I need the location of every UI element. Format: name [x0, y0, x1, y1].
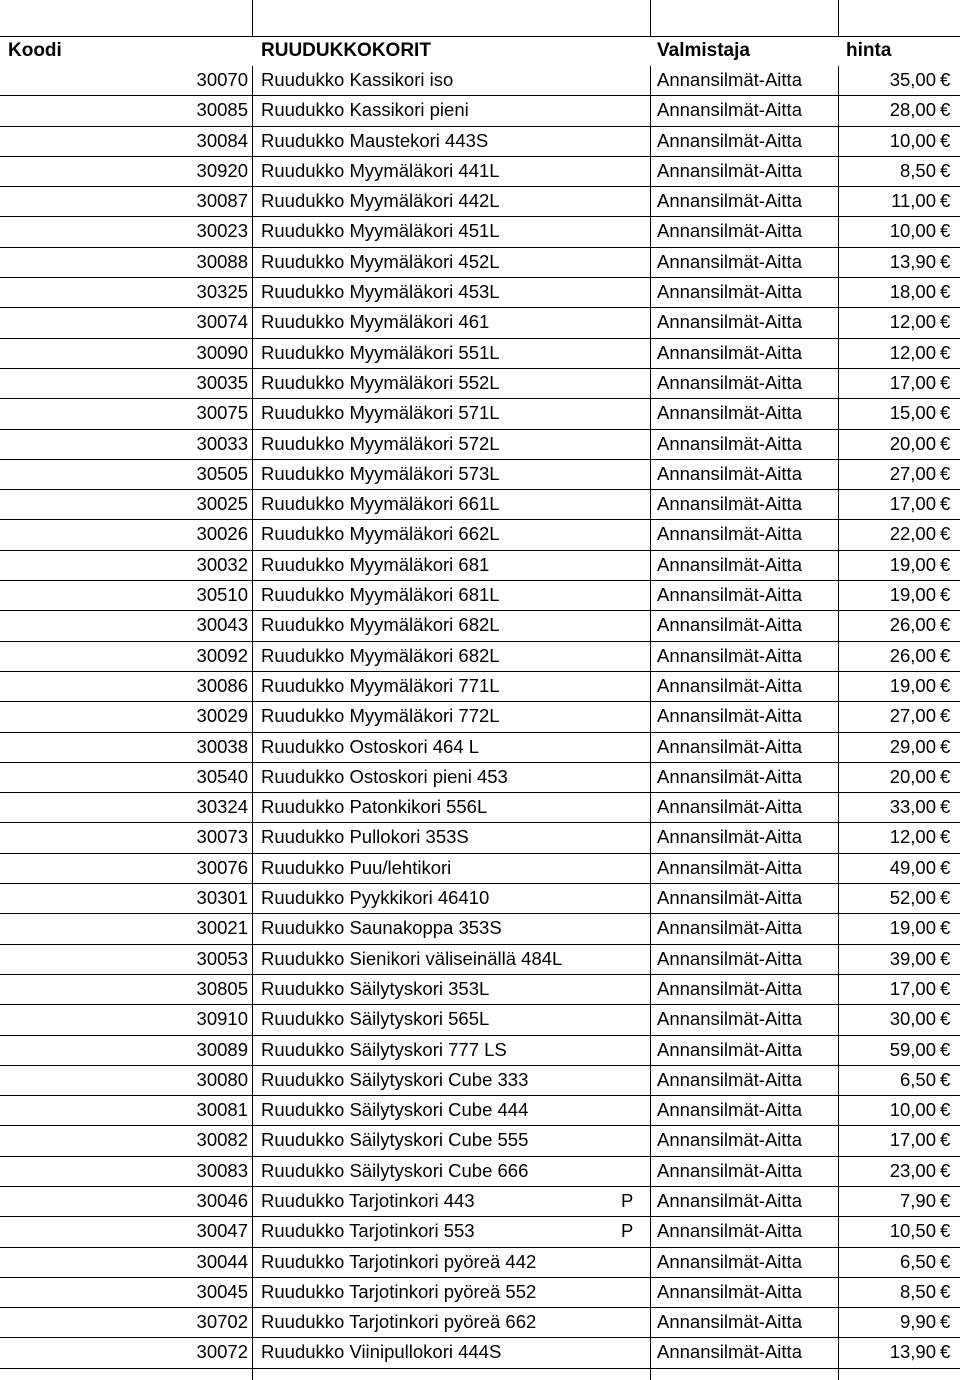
product-manufacturer: Annansilmät-Aitta	[657, 220, 802, 242]
product-price: 20,00	[889, 765, 936, 787]
product-manufacturer: Annansilmät-Aitta	[657, 796, 802, 818]
product-name: Ruudukko Myymäläkori 461	[261, 311, 490, 333]
product-manufacturer: Annansilmät-Aitta	[657, 1129, 802, 1151]
product-name: Ruudukko Myymäläkori 681L	[261, 584, 500, 606]
product-manufacturer: Annansilmät-Aitta	[657, 1220, 802, 1242]
table-row	[0, 793, 960, 823]
product-flag: P	[621, 1220, 634, 1242]
product-price: 19,00	[889, 553, 936, 575]
currency-symbol: €	[940, 1038, 951, 1060]
product-code: 30038	[196, 735, 248, 757]
product-price: 52,00	[889, 887, 936, 909]
product-name: Ruudukko Myymäläkori 571L	[261, 402, 500, 424]
currency-symbol: €	[940, 1008, 951, 1030]
product-price: 35,00	[889, 69, 936, 90]
product-manufacturer: Annansilmät-Aitta	[657, 1341, 802, 1363]
product-manufacturer: Annansilmät-Aitta	[657, 887, 802, 909]
product-name: Ruudukko Pullokori 353S	[261, 826, 469, 848]
product-flag: P	[621, 1189, 634, 1211]
product-name: Ruudukko Myymäläkori 681	[261, 553, 490, 575]
currency-symbol: €	[940, 614, 951, 636]
currency-symbol: €	[940, 462, 951, 484]
product-code: 30085	[196, 99, 248, 121]
product-manufacturer: Annansilmät-Aitta	[657, 311, 802, 333]
product-code: 30092	[196, 644, 248, 666]
currency-symbol: €	[940, 1280, 951, 1302]
product-code: 30805	[196, 977, 248, 999]
table-row	[0, 611, 960, 641]
product-price: 59,00	[889, 1038, 936, 1060]
header-code: Koodi	[8, 40, 62, 61]
table-body	[0, 66, 960, 1369]
table-row	[0, 1036, 960, 1066]
product-name: Ruudukko Säilytyskori 777 LS	[261, 1038, 507, 1060]
table-row	[0, 702, 960, 732]
table-header	[0, 36, 960, 67]
product-name: Ruudukko Kassikori iso	[261, 69, 454, 90]
product-code: 30080	[196, 1068, 248, 1090]
currency-symbol: €	[940, 1099, 951, 1121]
product-manufacturer: Annansilmät-Aitta	[657, 190, 802, 212]
product-price: 19,00	[889, 584, 936, 606]
table-row	[0, 823, 960, 853]
table-row	[0, 884, 960, 914]
product-name: Ruudukko Säilytyskori Cube 666	[261, 1159, 529, 1181]
product-code: 30082	[196, 1129, 248, 1151]
table-row	[0, 914, 960, 944]
currency-symbol: €	[940, 220, 951, 242]
table-row	[0, 763, 960, 793]
product-price: 12,00	[889, 311, 936, 333]
product-code: 30073	[196, 826, 248, 848]
product-code: 30021	[196, 917, 248, 939]
product-manufacturer: Annansilmät-Aitta	[657, 69, 802, 90]
product-name: Ruudukko Tarjotinkori pyöreä 552	[261, 1280, 537, 1302]
product-price: 17,00	[889, 977, 936, 999]
product-name: Ruudukko Myymäläkori 771L	[261, 674, 500, 696]
table-row	[0, 187, 960, 217]
product-code: 30046	[196, 1189, 248, 1211]
table-row	[0, 1066, 960, 1096]
currency-symbol: €	[940, 584, 951, 606]
product-manufacturer: Annansilmät-Aitta	[657, 159, 802, 181]
product-price: 12,00	[889, 826, 936, 848]
currency-symbol: €	[940, 432, 951, 454]
table-row	[0, 430, 960, 460]
product-manufacturer: Annansilmät-Aitta	[657, 553, 802, 575]
product-name: Ruudukko Myymäläkori 682L	[261, 644, 500, 666]
product-code: 30053	[196, 947, 248, 969]
table-row	[0, 1217, 960, 1247]
table-row	[0, 733, 960, 763]
top-column-divider	[838, 0, 839, 36]
product-code: 30083	[196, 1159, 248, 1181]
header-price: hinta	[846, 40, 892, 61]
product-code: 30074	[196, 311, 248, 333]
product-manufacturer: Annansilmät-Aitta	[657, 402, 802, 424]
product-name: Ruudukko Säilytyskori Cube 333	[261, 1068, 529, 1090]
currency-symbol: €	[940, 69, 951, 90]
currency-symbol: €	[940, 674, 951, 696]
product-name: Ruudukko Myymäläkori 453L	[261, 281, 500, 303]
table-row	[0, 490, 960, 520]
table-row	[0, 854, 960, 884]
product-price: 23,00	[889, 1159, 936, 1181]
product-manufacturer: Annansilmät-Aitta	[657, 1311, 802, 1333]
product-price: 9,90	[899, 1311, 936, 1333]
product-name: Ruudukko Myymäläkori 573L	[261, 462, 500, 484]
product-manufacturer: Annansilmät-Aitta	[657, 523, 802, 545]
table-row	[0, 1096, 960, 1126]
table-row	[0, 278, 960, 308]
table-row	[0, 975, 960, 1005]
currency-symbol: €	[940, 1159, 951, 1181]
table-row	[0, 1278, 960, 1308]
product-code: 30089	[196, 1038, 248, 1060]
currency-symbol: €	[940, 796, 951, 818]
product-name: Ruudukko Viinipullokori 444S	[261, 1341, 502, 1363]
currency-symbol: €	[940, 947, 951, 969]
currency-symbol: €	[940, 311, 951, 333]
currency-symbol: €	[940, 856, 951, 878]
product-price: 17,00	[889, 493, 936, 515]
product-manufacturer: Annansilmät-Aitta	[657, 1038, 802, 1060]
product-name: Ruudukko Tarjotinkori pyöreä 662	[261, 1311, 537, 1333]
table-row	[0, 460, 960, 490]
product-price: 19,00	[889, 917, 936, 939]
table-row	[0, 399, 960, 429]
product-price: 22,00	[889, 523, 936, 545]
product-manufacturer: Annansilmät-Aitta	[657, 644, 802, 666]
product-manufacturer: Annansilmät-Aitta	[657, 281, 802, 303]
product-code: 30047	[196, 1220, 248, 1242]
product-code: 30702	[196, 1311, 248, 1333]
product-manufacturer: Annansilmät-Aitta	[657, 674, 802, 696]
product-name: Ruudukko Myymäläkori 551L	[261, 341, 500, 363]
product-code: 30505	[196, 462, 248, 484]
product-manufacturer: Annansilmät-Aitta	[657, 1008, 802, 1030]
top-column-divider	[650, 0, 651, 36]
product-price: 28,00	[889, 99, 936, 121]
table-row	[0, 96, 960, 126]
product-price: 29,00	[889, 735, 936, 757]
currency-symbol: €	[940, 1311, 951, 1333]
table-row	[0, 642, 960, 672]
product-manufacturer: Annansilmät-Aitta	[657, 1099, 802, 1121]
product-manufacturer: Annansilmät-Aitta	[657, 432, 802, 454]
product-price: 33,00	[889, 796, 936, 818]
currency-symbol: €	[940, 1341, 951, 1363]
currency-symbol: €	[940, 765, 951, 787]
table-row	[0, 520, 960, 550]
product-manufacturer: Annansilmät-Aitta	[657, 917, 802, 939]
product-name: Ruudukko Pyykkikori 46410	[261, 887, 490, 909]
currency-symbol: €	[940, 99, 951, 121]
product-name: Ruudukko Myymäläkori 772L	[261, 705, 500, 727]
product-price: 20,00	[889, 432, 936, 454]
product-manufacturer: Annansilmät-Aitta	[657, 856, 802, 878]
product-price: 11,00	[891, 190, 936, 212]
product-name: Ruudukko Myymäläkori 572L	[261, 432, 500, 454]
product-name: Ruudukko Tarjotinkori 553	[261, 1220, 475, 1242]
product-manufacturer: Annansilmät-Aitta	[657, 584, 802, 606]
product-code: 30033	[196, 432, 248, 454]
product-manufacturer: Annansilmät-Aitta	[657, 977, 802, 999]
product-price: 8,50	[899, 1280, 936, 1302]
currency-symbol: €	[940, 1189, 951, 1211]
product-price: 13,90	[889, 1341, 936, 1363]
table-row	[0, 66, 960, 96]
table-row	[0, 551, 960, 581]
product-price: 19,00	[889, 674, 936, 696]
product-code: 30510	[196, 584, 248, 606]
currency-symbol: €	[940, 705, 951, 727]
product-manufacturer: Annansilmät-Aitta	[657, 1068, 802, 1090]
product-manufacturer: Annansilmät-Aitta	[657, 1189, 802, 1211]
product-manufacturer: Annansilmät-Aitta	[657, 614, 802, 636]
product-name: Ruudukko Sienikori väliseinällä 484L	[261, 947, 563, 969]
table-row	[0, 217, 960, 247]
product-price: 18,00	[889, 281, 936, 303]
product-code: 30076	[196, 856, 248, 878]
product-name: Ruudukko Tarjotinkori pyöreä 442	[261, 1250, 537, 1272]
currency-symbol: €	[940, 1220, 951, 1242]
product-code: 30044	[196, 1250, 248, 1272]
currency-symbol: €	[940, 190, 951, 212]
header-name: RUUDUKKOKORIT	[261, 40, 431, 61]
currency-symbol: €	[940, 493, 951, 515]
table-row	[0, 672, 960, 702]
product-code: 30023	[196, 220, 248, 242]
product-code: 30090	[196, 341, 248, 363]
table-row	[0, 1248, 960, 1278]
product-manufacturer: Annansilmät-Aitta	[657, 1159, 802, 1181]
currency-symbol: €	[940, 977, 951, 999]
currency-symbol: €	[940, 402, 951, 424]
product-price: 30,00	[889, 1008, 936, 1030]
header-manufacturer: Valmistaja	[657, 40, 750, 61]
product-name: Ruudukko Myymäläkori 452L	[261, 250, 500, 272]
product-price: 8,50	[899, 159, 936, 181]
product-name: Ruudukko Myymäläkori 552L	[261, 371, 500, 393]
product-name: Ruudukko Myymäläkori 662L	[261, 523, 500, 545]
product-manufacturer: Annansilmät-Aitta	[657, 250, 802, 272]
product-manufacturer: Annansilmät-Aitta	[657, 493, 802, 515]
product-code: 30032	[196, 553, 248, 575]
product-name: Ruudukko Myymäläkori 661L	[261, 493, 500, 515]
product-name: Ruudukko Säilytyskori 565L	[261, 1008, 490, 1030]
product-code: 30025	[196, 493, 248, 515]
product-price: 12,00	[889, 341, 936, 363]
product-price: 26,00	[889, 644, 936, 666]
product-code: 30029	[196, 705, 248, 727]
product-manufacturer: Annansilmät-Aitta	[657, 371, 802, 393]
currency-symbol: €	[940, 371, 951, 393]
table-row	[0, 1308, 960, 1338]
product-price: 10,00	[889, 1099, 936, 1121]
product-price: 39,00	[889, 947, 936, 969]
product-price: 7,90	[899, 1189, 936, 1211]
currency-symbol: €	[940, 159, 951, 181]
product-price: 10,00	[889, 220, 936, 242]
product-code: 30540	[196, 765, 248, 787]
product-manufacturer: Annansilmät-Aitta	[657, 462, 802, 484]
currency-symbol: €	[940, 523, 951, 545]
table-row	[0, 157, 960, 187]
currency-symbol: €	[940, 553, 951, 575]
product-price: 17,00	[889, 1129, 936, 1151]
table-row	[0, 581, 960, 611]
product-name: Ruudukko Patonkikori 556L	[261, 796, 488, 818]
product-price: 17,00	[889, 371, 936, 393]
currency-symbol: €	[940, 826, 951, 848]
table-row	[0, 1187, 960, 1217]
currency-symbol: €	[940, 644, 951, 666]
product-name: Ruudukko Maustekori 443S	[261, 129, 489, 151]
product-code: 30043	[196, 614, 248, 636]
product-manufacturer: Annansilmät-Aitta	[657, 947, 802, 969]
product-price: 49,00	[889, 856, 936, 878]
table-row	[0, 1338, 960, 1368]
product-manufacturer: Annansilmät-Aitta	[657, 1280, 802, 1302]
product-manufacturer: Annansilmät-Aitta	[657, 99, 802, 121]
product-price: 10,00	[889, 129, 936, 151]
product-code: 30910	[196, 1008, 248, 1030]
product-manufacturer: Annansilmät-Aitta	[657, 735, 802, 757]
table-row	[0, 248, 960, 278]
currency-symbol: €	[940, 250, 951, 272]
product-name: Ruudukko Kassikori pieni	[261, 99, 469, 121]
product-code: 30045	[196, 1280, 248, 1302]
product-code: 30035	[196, 371, 248, 393]
product-code: 30324	[196, 796, 248, 818]
table-row	[0, 308, 960, 338]
table-row	[0, 127, 960, 157]
product-code: 30081	[196, 1099, 248, 1121]
product-name: Ruudukko Myymäläkori 682L	[261, 614, 500, 636]
top-column-divider	[252, 0, 253, 36]
currency-symbol: €	[940, 917, 951, 939]
product-name: Ruudukko Saunakoppa 353S	[261, 917, 502, 939]
product-name: Ruudukko Ostoskori 464 L	[261, 735, 480, 757]
product-price: 27,00	[889, 705, 936, 727]
product-price: 26,00	[889, 614, 936, 636]
product-manufacturer: Annansilmät-Aitta	[657, 341, 802, 363]
product-name: Ruudukko Ostoskori pieni 453	[261, 765, 508, 787]
table-row	[0, 339, 960, 369]
product-code: 30325	[196, 281, 248, 303]
product-price: 27,00	[889, 462, 936, 484]
product-code: 30026	[196, 523, 248, 545]
product-manufacturer: Annansilmät-Aitta	[657, 705, 802, 727]
table-row	[0, 1126, 960, 1156]
product-code: 30084	[196, 129, 248, 151]
product-code: 30920	[196, 159, 248, 181]
product-code: 30075	[196, 402, 248, 424]
product-name: Ruudukko Myymäläkori 442L	[261, 190, 500, 212]
currency-symbol: €	[940, 129, 951, 151]
product-name: Ruudukko Puu/lehtikori	[261, 856, 452, 878]
product-manufacturer: Annansilmät-Aitta	[657, 1250, 802, 1272]
currency-symbol: €	[940, 887, 951, 909]
product-price: 10,50	[889, 1220, 936, 1242]
product-code: 30087	[196, 190, 248, 212]
table-row	[0, 1005, 960, 1035]
product-code: 30070	[196, 69, 248, 90]
product-name: Ruudukko Myymäläkori 441L	[261, 159, 500, 181]
currency-symbol: €	[940, 1129, 951, 1151]
product-price: 6,50	[899, 1068, 936, 1090]
product-name: Ruudukko Säilytyskori Cube 444	[261, 1099, 529, 1121]
product-manufacturer: Annansilmät-Aitta	[657, 826, 802, 848]
product-manufacturer: Annansilmät-Aitta	[657, 765, 802, 787]
product-code: 30086	[196, 674, 248, 696]
product-price: 15,00	[889, 402, 936, 424]
product-manufacturer: Annansilmät-Aitta	[657, 129, 802, 151]
product-name: Ruudukko Säilytyskori 353L	[261, 977, 490, 999]
table-row	[0, 369, 960, 399]
product-price: 13,90	[889, 250, 936, 272]
table-row	[0, 1157, 960, 1187]
product-code: 30088	[196, 250, 248, 272]
product-code: 30301	[196, 887, 248, 909]
product-name: Ruudukko Säilytyskori Cube 555	[261, 1129, 529, 1151]
currency-symbol: €	[940, 735, 951, 757]
currency-symbol: €	[940, 341, 951, 363]
product-price: 6,50	[899, 1250, 936, 1272]
product-code: 30072	[196, 1341, 248, 1363]
product-name: Ruudukko Tarjotinkori 443	[261, 1189, 475, 1211]
currency-symbol: €	[940, 281, 951, 303]
table-row	[0, 945, 960, 975]
currency-symbol: €	[940, 1250, 951, 1272]
product-name: Ruudukko Myymäläkori 451L	[261, 220, 500, 242]
currency-symbol: €	[940, 1068, 951, 1090]
